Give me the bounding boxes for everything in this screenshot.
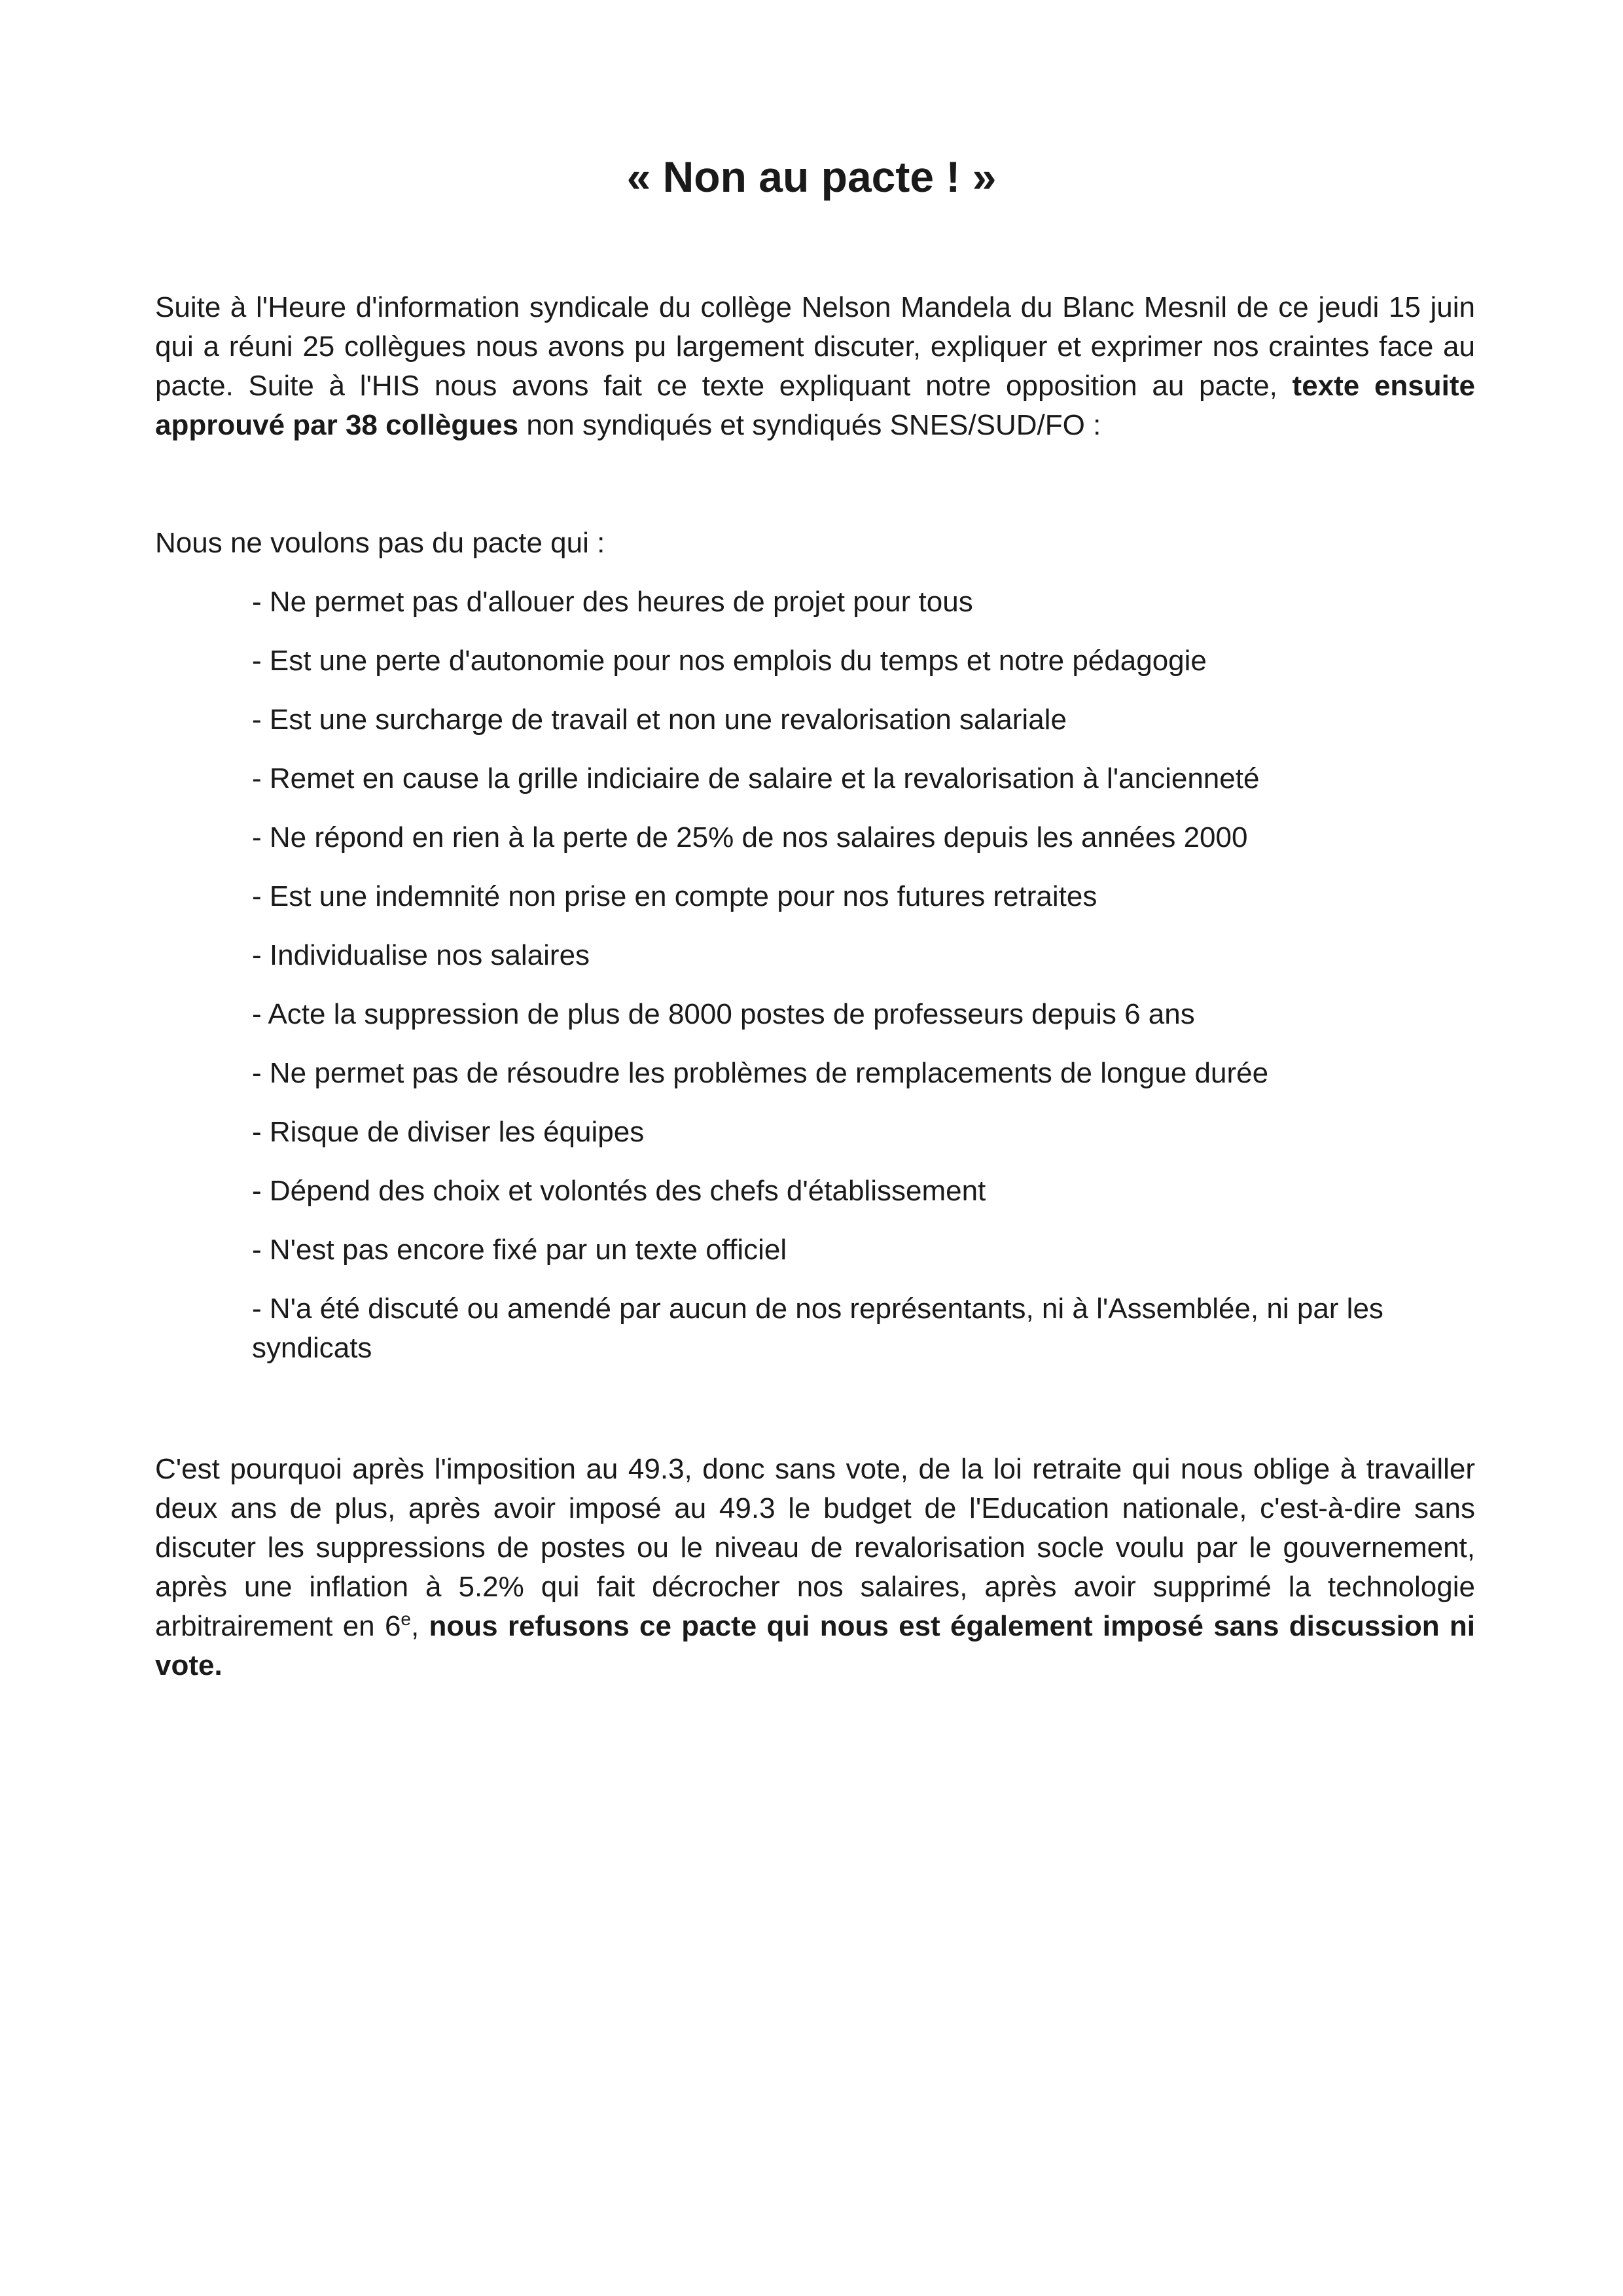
conclusion-bold-text: nous refusons ce pacte qui nous est également imposé sans discussion ni vote. xyxy=(155,1610,1476,1681)
list-item: - Ne permet pas d'allouer des heures de projet pour tous xyxy=(252,586,973,618)
intro-text-end: non syndiqués et syndiqués SNES/SUD/FO : xyxy=(518,409,1101,441)
objections-list xyxy=(252,583,1482,1388)
conclusion-paragraph xyxy=(155,1450,1475,1685)
list-item: - Acte la suppression de plus de 8000 postes de professeurs depuis 6 ans xyxy=(252,998,1195,1030)
list-item: - Ne permet pas de résoudre les problèmes de remplacements de longue durée xyxy=(252,1057,1269,1089)
intro-text: Suite à l'Heure d'information syndicale du collège Nelson Mandela du Blanc Mesnil de ce jeudi 15 juin qui a réuni 25 collègues nous avons pu largement discuter, expliquer et exprimer nos craintes face au pacte. Suite à l'HIS nous avons fait ce texte expliquant notre opposition au pacte, xyxy=(155,291,1475,402)
list-item: - Risque de diviser les équipes xyxy=(252,1116,645,1148)
list-item: - Est une perte d'autonomie pour nos emplois du temps et notre pédagogie xyxy=(252,645,1207,677)
document-title: « Non au pacte ! » xyxy=(626,152,997,201)
list-item: - Ne répond en rien à la perte de 25% de nos salaires depuis les années 2000 xyxy=(252,821,1248,853)
superscript-e: e xyxy=(401,1609,411,1629)
conclusion-comma: , xyxy=(411,1610,429,1642)
list-item: - Est une surcharge de travail et non une revalorisation salariale xyxy=(252,704,1067,736)
conclusion-text: C'est pourquoi après l'imposition au 49.3, donc sans vote, de la loi retraite qui nous oblige à travailler deux ans de plus, après avoir imposé au 49.3 le budget de l'Education nationale, c'est-à-dire sans discuter les suppressions de postes ou le niveau de revalorisation socle voulu par le gouvernement, après une inflation à 5.2% qui fait décrocher nos salaires, après avoir supprimé la technologie arbitrairement en 6 xyxy=(155,1453,1475,1642)
list-item: - N'est pas encore fixé par un texte officiel xyxy=(252,1234,787,1266)
intro-bold-text: texte ensuite approuvé par 38 collègues xyxy=(155,370,1476,441)
list-item: - N'a été discuté ou amendé par aucun de nos représentants, ni à l'Assemblée, ni par les syndicats xyxy=(252,1293,1383,1364)
list-item: - Dépend des choix et volontés des chefs d'établissement xyxy=(252,1175,986,1207)
list-item: - Est une indemnité non prise en compte pour nos futures retraites xyxy=(252,880,1097,912)
list-lead-text: Nous ne voulons pas du pacte qui : xyxy=(155,527,605,559)
list-item: - Individualise nos salaires xyxy=(252,939,590,971)
list-item: - Remet en cause la grille indiciaire de salaire et la revalorisation à l'ancienneté xyxy=(252,762,1260,795)
intro-paragraph xyxy=(155,288,1475,445)
